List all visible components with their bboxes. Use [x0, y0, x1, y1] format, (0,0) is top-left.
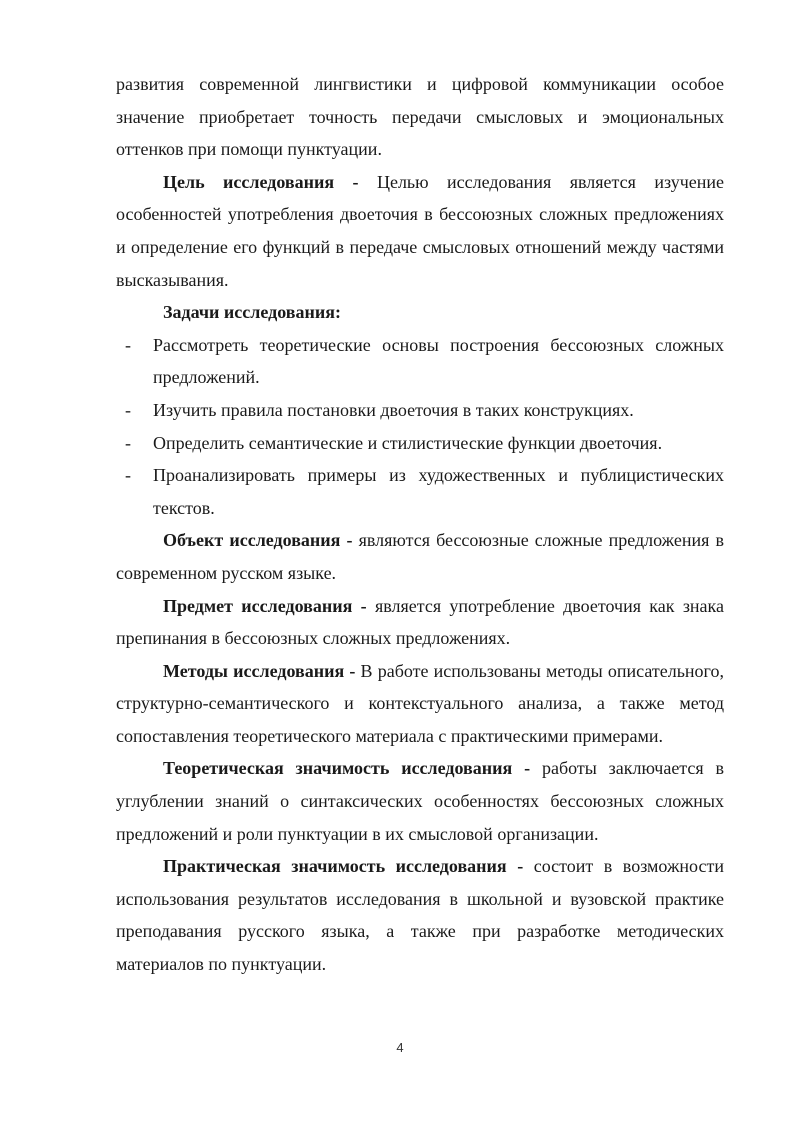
list-item: [116, 329, 724, 394]
object-paragraph: [116, 524, 724, 589]
methods-paragraph: [116, 655, 724, 753]
list-item: [116, 394, 724, 427]
list-item-text: Проанализировать примеры из художественных и публицистических текстов.: [153, 465, 724, 518]
practical-significance-text: состоит в возможности использования результатов исследования в школьной и вузовской практике преподавания русского языка, а также при разработке методических материалов по пунктуации.: [116, 856, 724, 975]
list-item: [116, 427, 724, 460]
subject-term: Предмет исследования -: [163, 595, 367, 616]
list-dash: -: [125, 334, 131, 355]
goal-paragraph: [116, 166, 724, 296]
list-dash: -: [125, 399, 131, 420]
list-item: [116, 459, 724, 524]
subject-text: является употребление двоеточия как знака препинания в бессоюзных сложных предложениях.: [116, 595, 725, 649]
practical-significance-paragraph: [116, 850, 724, 980]
subject-paragraph: [116, 590, 724, 655]
page-number: 4: [396, 1040, 404, 1055]
tasks-heading: Задачи исследования:: [163, 302, 341, 323]
object-term: Объект исследования -: [163, 530, 353, 551]
methods-text: В работе использованы методы описательного, структурно-семантического и контекстуального анализа, а также метод сопоставления теоретического материала с практическими примерами.: [116, 660, 724, 746]
methods-term: Методы исследования -: [163, 660, 356, 681]
list-dash: -: [125, 465, 131, 486]
document-page: [116, 68, 724, 981]
goal-text: Целью исследования является изучение особенностей употребления двоеточия в бессоюзных сложных предложениях и определение его функций в передаче смысловых отношений между частями высказывания.: [116, 171, 724, 290]
theoretical-significance-term: Теоретическая значимость исследования -: [163, 758, 531, 779]
tasks-list: [116, 329, 724, 525]
goal-term: Цель исследования -: [163, 171, 359, 192]
object-text: являются бессоюзные сложные предложения в современном русском языке.: [116, 530, 724, 583]
practical-significance-term: Практическая значимость исследования -: [163, 856, 524, 877]
list-item-text: Рассмотреть теоретические основы построения бессоюзных сложных предложений.: [153, 334, 724, 388]
list-item-text: Изучить правила постановки двоеточия в таких конструкциях.: [153, 399, 634, 420]
theoretical-significance-paragraph: [116, 752, 724, 850]
list-dash: -: [125, 432, 131, 453]
list-item-text: Определить семантические и стилистические функции двоеточия.: [153, 432, 663, 453]
theoretical-significance-text: работы заключается в углублении знаний о синтаксических особенностях бессоюзных сложных предложений и роли пунктуации в их смысловой организации.: [116, 758, 725, 844]
intro-paragraph: развития современной лингвистики и цифровой коммуникации особое значение приобретает точность передачи смысловых и эмоциональных оттенков при помощи пунктуации.: [116, 74, 724, 160]
